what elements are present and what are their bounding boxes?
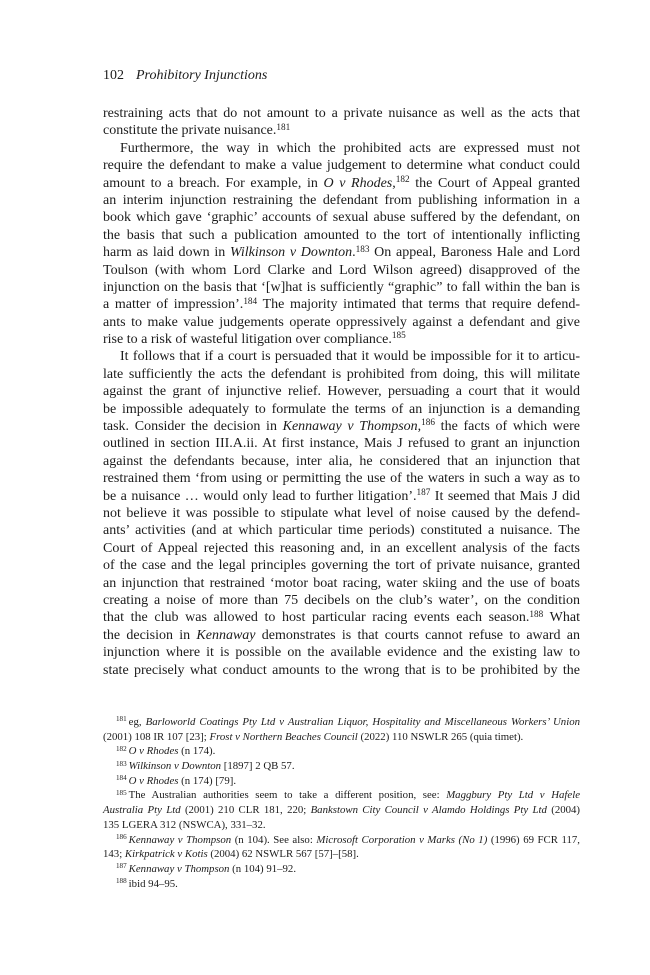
footnote [103, 788, 580, 832]
footnote-ref: 184 [243, 295, 258, 306]
text-run: 135 LGERA 312 (NSWCA), 331–32. [103, 818, 266, 831]
text-line [103, 227, 580, 244]
footnote [103, 877, 580, 892]
text-run: book which gave ‘graphic’ accounts of sexual abuse suffered by the defendant, on [103, 210, 580, 226]
text-line [103, 505, 580, 522]
text-run: injunction where it is possible on the available evidence and the existing law to [103, 645, 580, 661]
text-line [103, 401, 580, 418]
text-line [103, 331, 580, 348]
text-run: be a nuisance … would only lead to further litigation’. [103, 488, 417, 504]
italic-run: Kennaway v Thompson [128, 862, 230, 875]
text-run: not believe it was possible to stipulate what level of noise caused by the defend- [103, 505, 580, 521]
text-line [103, 105, 580, 122]
italic-run: Wilkinson v Downton [128, 760, 222, 773]
text-line [103, 522, 580, 539]
text-run: outlined in section III.A.ii. At first instance, Mais J refused to grant an injunction [103, 436, 580, 452]
footnote-line [103, 744, 580, 759]
text-run: (2001) 108 IR 107 [23]; [103, 730, 210, 743]
text-run: (n 174) [79]. [178, 774, 237, 787]
text-line [103, 348, 580, 365]
text-line [103, 470, 580, 487]
footnote [103, 774, 580, 789]
italic-run: Wilkinson v Downton [229, 245, 353, 261]
text-run: an injunction that restrained ‘motor boat racing, water skiing and the use of boats [103, 575, 580, 591]
text-line [103, 122, 580, 139]
text-run: a matter of impression’. [103, 297, 244, 313]
text-run: It seemed that Mais J did [430, 488, 580, 504]
text-line [103, 209, 580, 226]
text-run: require the defendant to make a value judgement to determine what conduct could [103, 158, 580, 174]
page-number: 102 [103, 68, 124, 83]
text-run: (1996) 69 FCR 117, [487, 833, 581, 846]
text-run: the decision in [103, 627, 197, 643]
text-run: What [543, 610, 580, 626]
text-run: the facts of which were [435, 419, 580, 435]
italic-run: Frost v Northern Beaches Council [209, 730, 358, 743]
text-run: The Australian authorities seem to take a different position, see: [128, 789, 447, 802]
text-run: restraining acts that do not amount to a private nuisance as well as the acts that [103, 106, 580, 121]
footnote-ref: 185 [391, 330, 406, 341]
text-line [103, 244, 580, 261]
footnote [103, 862, 580, 877]
text-run: (n 104) 91–92. [229, 862, 297, 875]
text-line [103, 314, 580, 331]
text-line [103, 540, 580, 557]
body-text [103, 105, 580, 679]
footnote [103, 759, 580, 774]
text-run: the basis that such a publication amounted to the tort of intentionally inflicting [103, 227, 580, 243]
text-line [103, 644, 580, 661]
text-run: injunction on the basis that ‘[w]hat is sufficiently “graphic” to fall within the ban is [103, 279, 580, 295]
text-run: state precisely what conduct amounts to the wrong that is to be prohibited by the [103, 662, 580, 678]
italic-run: Barloworld Coatings Pty Ltd v Australian Liquor, Hospitality and Miscellaneous Workers’ Union [145, 716, 580, 728]
footnote-ref: 187 [416, 486, 431, 497]
text-run: creating a noise of more than 75 decibels on the club’s water’, on the condition [103, 592, 580, 608]
footnotes [103, 715, 580, 891]
text-run: restrained them ‘from using or permitting the use of the waters in such a way as to [103, 471, 580, 487]
italic-run: Microsoft Corporation v Marks (No 1) [316, 833, 488, 846]
text-run: rise to a risk of wasteful litigation over compliance. [103, 332, 392, 348]
text-run: Toulson (with whom Lord Clarke and Lord Wilson agreed) disapproved of the [103, 262, 580, 278]
text-run: The majority intimated that terms that require defend- [257, 297, 580, 313]
footnote-number: 184 [116, 774, 127, 783]
text-run: the Court of Appeal granted [409, 175, 580, 191]
text-run: constitute the private nuisance. [103, 123, 277, 139]
paragraph [103, 348, 580, 678]
italic-run: Australia Pty Ltd [103, 804, 181, 817]
text-run: (2004) [546, 804, 581, 817]
text-line [103, 383, 580, 400]
footnote [103, 715, 580, 744]
text-line [103, 557, 580, 574]
text-run: [1897] 2 QB 57. [221, 760, 295, 773]
text-run: be impossible adequately to formulate the terms of an injunction is a demanding [103, 401, 580, 417]
text-run: 143; [103, 848, 125, 861]
text-run: (2004) 62 NSWLR 567 [57]–[58]. [207, 848, 359, 861]
text-line [103, 609, 580, 626]
text-run: harm as laid down in [103, 245, 230, 261]
text-line [103, 279, 580, 296]
text-run: On appeal, Baroness Hale and Lord [369, 245, 581, 261]
italic-run: Kennaway v Thompson [282, 419, 418, 435]
text-run: . [352, 245, 356, 261]
italic-run: Kennaway v Thompson [128, 833, 232, 846]
text-run: late sufficiently the acts the defendant is prohibited from doing, this will militate [103, 366, 580, 382]
text-run: of the case and the legal principles governing the tort of private nuisance, granted [103, 558, 580, 574]
text-run: an interim injunction restraining the defendant from publishing information in a [103, 192, 580, 208]
footnote-line [103, 862, 580, 877]
text-run: (2022) 110 NSWLR 265 (quia timet). [357, 730, 524, 743]
text-line [103, 157, 580, 174]
footnote-ref: 182 [395, 173, 410, 184]
running-title: Prohibitory Injunctions [136, 68, 268, 83]
footnote-line [103, 774, 580, 789]
text-line [103, 192, 580, 209]
footnote-line [103, 730, 580, 745]
text-line [103, 140, 580, 157]
paragraph [103, 140, 580, 349]
text-run: ants’ activities (and at which particular time periods) constituted a nuisance. The [103, 523, 580, 539]
text-run: (n 174). [178, 745, 216, 758]
text-run: Furthermore, the way in which the prohibited acts are expressed must not [120, 140, 580, 156]
text-run: that the club was allowed to host particular racing events each season. [103, 610, 530, 626]
text-line [103, 366, 580, 383]
text-run: amount to a breach. For example, in [103, 175, 324, 191]
text-run: ants to make value judgements operate oppressively against a defendant and give [103, 314, 580, 330]
text-run: Court of Appeal rejected this reasoning and, in an excellent analysis of the facts [103, 540, 580, 556]
text-line [103, 662, 580, 679]
text-run: (n 104). See also: [231, 833, 317, 846]
footnote-number: 186 [116, 832, 127, 841]
footnote [103, 744, 580, 759]
footnote-line [103, 803, 580, 818]
footnote-number: 188 [116, 877, 127, 885]
footnote-line [103, 788, 580, 803]
text-run: , [417, 419, 422, 435]
italic-run: O v Rhodes [128, 745, 179, 758]
italic-run: Kirkpatrick v Kotis [124, 848, 208, 861]
footnote [103, 833, 580, 862]
text-line [103, 592, 580, 609]
text-run: eg, [128, 716, 146, 728]
text-line [103, 418, 580, 435]
footnote-line [103, 877, 580, 892]
footnote-ref: 188 [529, 608, 544, 619]
footnote-ref: 183 [355, 243, 370, 254]
footnote-ref: 181 [276, 121, 291, 132]
text-line [103, 262, 580, 279]
text-run: (2001) 210 CLR 181, 220; [180, 804, 311, 817]
footnote-ref: 186 [421, 417, 435, 428]
text-run: demonstrates is that courts cannot refuse to award an [255, 627, 580, 643]
footnote-number: 187 [116, 862, 127, 871]
footnote-number: 185 [116, 788, 127, 797]
footnote-number: 182 [116, 744, 127, 753]
footnote-line [103, 759, 580, 774]
footnote-number: 181 [116, 715, 127, 724]
footnote-line [103, 833, 580, 848]
italic-run: Kennaway [196, 627, 256, 643]
text-line [103, 575, 580, 592]
text-line [103, 453, 580, 470]
running-header [103, 67, 267, 85]
text-run: against the defendants because, inter alia, he considered that an injunction that [103, 453, 580, 469]
italic-run: Bankstown City Council v Alamdo Holdings Pty Ltd [310, 804, 547, 817]
text-line [103, 435, 580, 452]
text-run: task. Consider the decision in [103, 419, 283, 435]
italic-run: Maggbury Pty Ltd v Hafele [446, 789, 580, 802]
text-line [103, 627, 580, 644]
text-run: ibid 94–95. [128, 877, 178, 890]
text-run: against the grant of injunctive relief. However, persuading a court that it would [103, 384, 580, 400]
italic-run: O v Rhodes [128, 774, 179, 787]
text-line [103, 488, 580, 505]
footnote-line [103, 715, 580, 730]
paragraph [103, 105, 580, 140]
footnote-line [103, 818, 580, 833]
text-line [103, 296, 580, 313]
italic-run: O v Rhodes [323, 175, 393, 191]
text-run: , [392, 175, 396, 191]
text-run: It follows that if a court is persuaded that it would be impossible for it to articu- [120, 349, 580, 365]
footnote-number: 183 [116, 759, 127, 768]
footnote-line [103, 847, 580, 862]
text-line [103, 175, 580, 192]
